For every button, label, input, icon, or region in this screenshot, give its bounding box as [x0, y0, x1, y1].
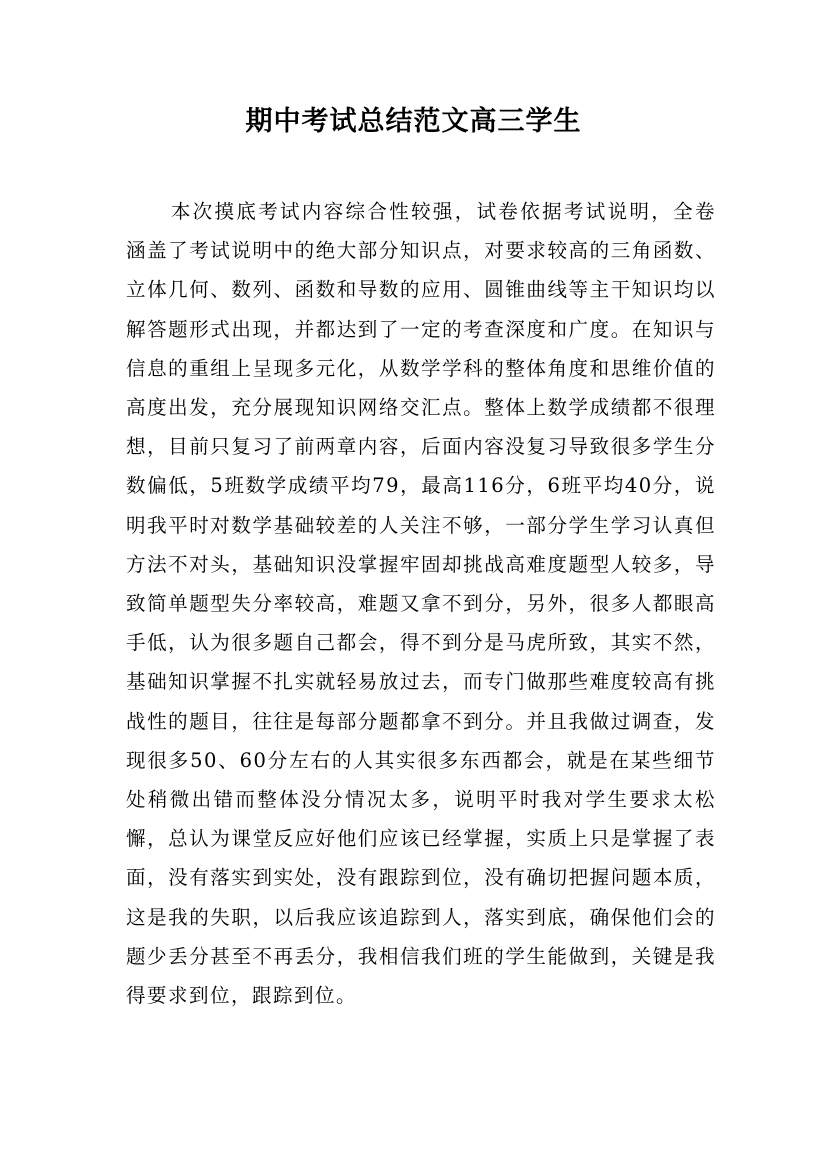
- body-paragraph: 本次摸底考试内容综合性较强，试卷依据考试说明，全卷涵盖了考试说明中的绝大部分知识点，对要求较高的三角函数、立体几何、数列、函数和导数的应用、圆锥曲线等主干知识均以解答题形式出现，并都达到了一定的考查深度和广度。在知识与信息的重组上呈现多元化，从数学学科的整体角度和思维价值的高度出发，充分展现知识网络交汇点。整体上数学成绩都不很理想，目前只复习了前两章内容，后面内容没复习导致很多学生分数偏低，5班数学成绩平均79，最高116分，6班平均40分，说明我平时对数学基础较差的人关注不够，一部分学生学习认真但方法不对头，基础知识没掌握牢固却挑战高难度题型人较多，导致简单题型失分率较高，难题又拿不到分，另外，很多人都眼高手低，认为很多题自己都会，得不到分是马虎所致，其实不然，基础知识掌握不扎实就轻易放过去，而专门做那些难度较高有挑战性的题目，往往是每部分题都拿不到分。并且我做过调查，发现很多50、60分左右的人其实很多东西都会，就是在某些细节处稍微出错而整体没分情况太多，说明平时我对学生要求太松懈，总认为课堂反应好他们应该已经掌握，实质上只是掌握了表面，没有落实到实处，没有跟踪到位，没有确切把握问题本质，这是我的失职，以后我应该追踪到人，落实到底，确保他们会的题少丢分甚至不再丢分，我相信我们班的学生能做到，关键是我得要求到位，跟踪到位。: [126, 200, 716, 1008]
- document-title: 期中考试总结范文高三学生: [245, 106, 582, 137]
